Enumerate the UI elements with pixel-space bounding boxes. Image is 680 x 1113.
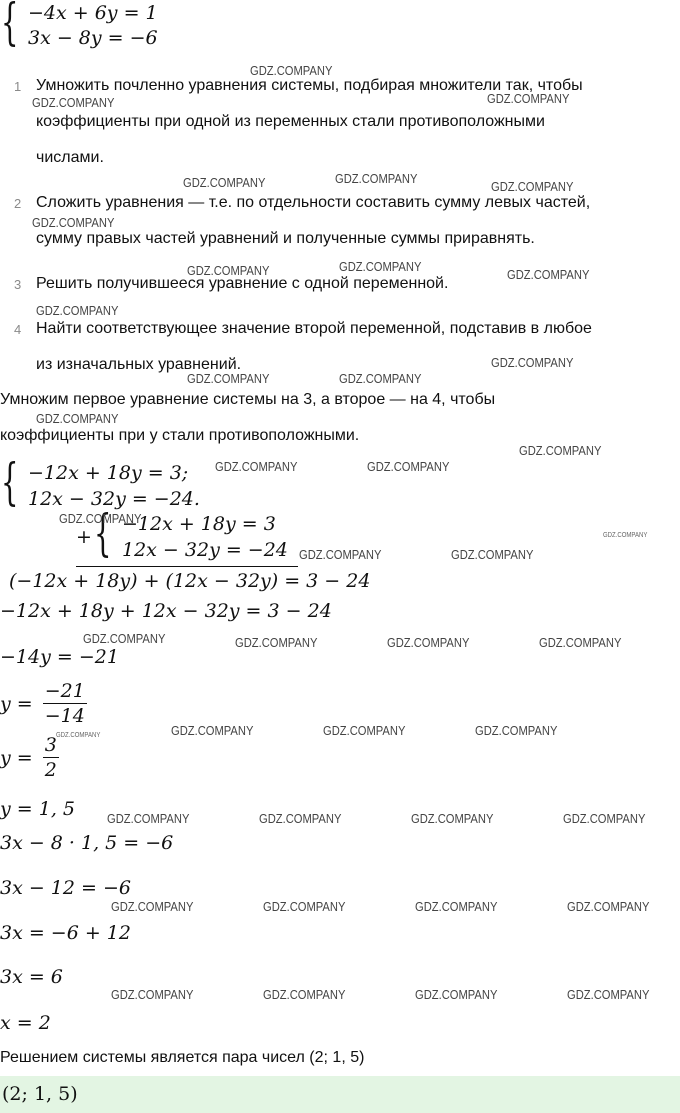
watermark: GDZ.COMPANY <box>32 215 115 230</box>
multiplied-equation-2: 12x − 32y = −24. <box>28 488 200 510</box>
watermark: GDZ.COMPANY <box>215 459 298 474</box>
work-line-3: y = 1, 5 <box>0 798 75 820</box>
watermark: GDZ.COMPANY <box>59 511 142 526</box>
watermark: GDZ.COMPANY <box>250 63 333 78</box>
fraction-y-1-stack <box>43 682 87 726</box>
watermark: GDZ.COMPANY <box>475 723 558 738</box>
step-3-line-1: Решить получившееся уравнение с одной переменной. <box>36 275 449 292</box>
fraction-y-2-denominator: 2 <box>44 759 57 781</box>
explanation-line-1: Умножим первое уравнение системы на 3, а второе — на 4, чтобы <box>0 391 496 408</box>
watermark: GDZ.COMPANY <box>111 899 194 914</box>
watermark: GDZ.COMPANY <box>183 175 266 190</box>
step-1-line-2: коэффициенты при одной из переменных стали противоположными <box>36 113 545 130</box>
watermark: GDZ.COMPANY <box>519 443 602 458</box>
watermark: GDZ.COMPANY <box>539 635 622 650</box>
step-1-line-1: Умножить почленно уравнения системы, подбирая множители так, чтобы <box>36 77 583 94</box>
fraction-y-2-stack <box>43 736 59 780</box>
watermark: GDZ.COMPANY <box>187 371 270 386</box>
work-line-6: 3x = −6 + 12 <box>0 922 131 944</box>
explanation-line-2: коэффициенты при y стали противоположными. <box>0 427 360 444</box>
fraction-y-1-denominator: −14 <box>44 705 85 727</box>
step-2-line-1: Сложить уравнения — т.е. по отдельности составить сумму левых частей, <box>36 194 591 211</box>
step-3-number: 3 <box>14 277 22 292</box>
watermark: GDZ.COMPANY <box>491 179 574 194</box>
watermark-small: GDZ.COMPANY <box>603 532 648 539</box>
step-1-number: 1 <box>14 79 22 94</box>
watermark: GDZ.COMPANY <box>263 899 346 914</box>
work-line-2: −14y = −21 <box>0 646 119 668</box>
fraction-y-2-lhs: y = <box>0 746 33 769</box>
watermark: GDZ.COMPANY <box>451 547 534 562</box>
watermark: GDZ.COMPANY <box>83 631 166 646</box>
fraction-y-1 <box>0 682 87 726</box>
answer-value: (2; 1, 5) <box>2 1083 78 1105</box>
step-2-line-2: сумму правых частей уравнений и полученные суммы приравнять. <box>36 230 535 247</box>
watermark: GDZ.COMPANY <box>367 459 450 474</box>
work-line-8: x = 2 <box>0 1012 51 1034</box>
watermark: GDZ.COMPANY <box>411 811 494 826</box>
watermark: GDZ.COMPANY <box>107 811 190 826</box>
multiplied-equation-1: −12x + 18y = 3; <box>28 462 189 484</box>
fraction-y-2 <box>0 736 59 780</box>
work-line-4: 3x − 8 · 1, 5 = −6 <box>0 832 174 854</box>
watermark: GDZ.COMPANY <box>32 95 115 110</box>
watermark: GDZ.COMPANY <box>491 355 574 370</box>
watermark: GDZ.COMPANY <box>36 303 119 318</box>
watermark: GDZ.COMPANY <box>563 811 646 826</box>
watermark: GDZ.COMPANY <box>187 263 270 278</box>
addition-equation-1: −12x + 18y = 3 <box>122 513 276 535</box>
watermark: GDZ.COMPANY <box>259 811 342 826</box>
fraction-y-1-numerator: −21 <box>44 680 85 702</box>
answer-box <box>0 1076 680 1113</box>
watermark: GDZ.COMPANY <box>335 171 418 186</box>
step-4-line-2: из изначальных уравнений. <box>36 356 242 373</box>
system-equation-2: 3x − 8y = −6 <box>28 27 158 49</box>
conclusion-text: Решением системы является пара чисел (2; 1, 5) <box>0 1049 365 1066</box>
watermark: GDZ.COMPANY <box>487 91 570 106</box>
watermark: GDZ.COMPANY <box>339 371 422 386</box>
system-equation-1: −4x + 6y = 1 <box>28 2 158 24</box>
watermark: GDZ.COMPANY <box>171 723 254 738</box>
work-line-5: 3x − 12 = −6 <box>0 877 131 899</box>
watermark: GDZ.COMPANY <box>415 987 498 1002</box>
addition-rule <box>76 566 298 567</box>
fraction-y-2-numerator: 3 <box>44 734 57 756</box>
step-4-line-1: Найти соответствующее значение второй переменной, подставив в любое <box>36 320 592 337</box>
step-2-number: 2 <box>14 196 22 211</box>
fraction-y-1-lhs: y = <box>0 692 33 715</box>
multiplied-system-brace: { <box>1 453 19 511</box>
system-brace: { <box>1 0 19 51</box>
addition-brace: { <box>94 504 112 562</box>
step-1-line-3: числами. <box>36 149 104 166</box>
step-4-number: 4 <box>14 322 22 337</box>
watermark: GDZ.COMPANY <box>299 547 382 562</box>
watermark: GDZ.COMPANY <box>567 899 650 914</box>
work-line-7: 3x = 6 <box>0 966 63 988</box>
watermark: GDZ.COMPANY <box>235 635 318 650</box>
watermark: GDZ.COMPANY <box>387 635 470 650</box>
watermark: GDZ.COMPANY <box>415 899 498 914</box>
addition-equation-2: 12x − 32y = −24 <box>122 539 288 561</box>
work-line-1: −12x + 18y + 12x − 32y = 3 − 24 <box>0 600 332 622</box>
watermark: GDZ.COMPANY <box>339 259 422 274</box>
watermark: GDZ.COMPANY <box>111 987 194 1002</box>
watermark: GDZ.COMPANY <box>507 267 590 282</box>
watermark-small: GDZ.COMPANY <box>56 732 101 739</box>
addition-plus-sign: + <box>76 526 92 548</box>
watermark: GDZ.COMPANY <box>36 411 119 426</box>
watermark: GDZ.COMPANY <box>567 987 650 1002</box>
watermark: GDZ.COMPANY <box>323 723 406 738</box>
addition-sum: (−12x + 18y) + (12x − 32y) = 3 − 24 <box>9 570 371 592</box>
watermark: GDZ.COMPANY <box>263 987 346 1002</box>
